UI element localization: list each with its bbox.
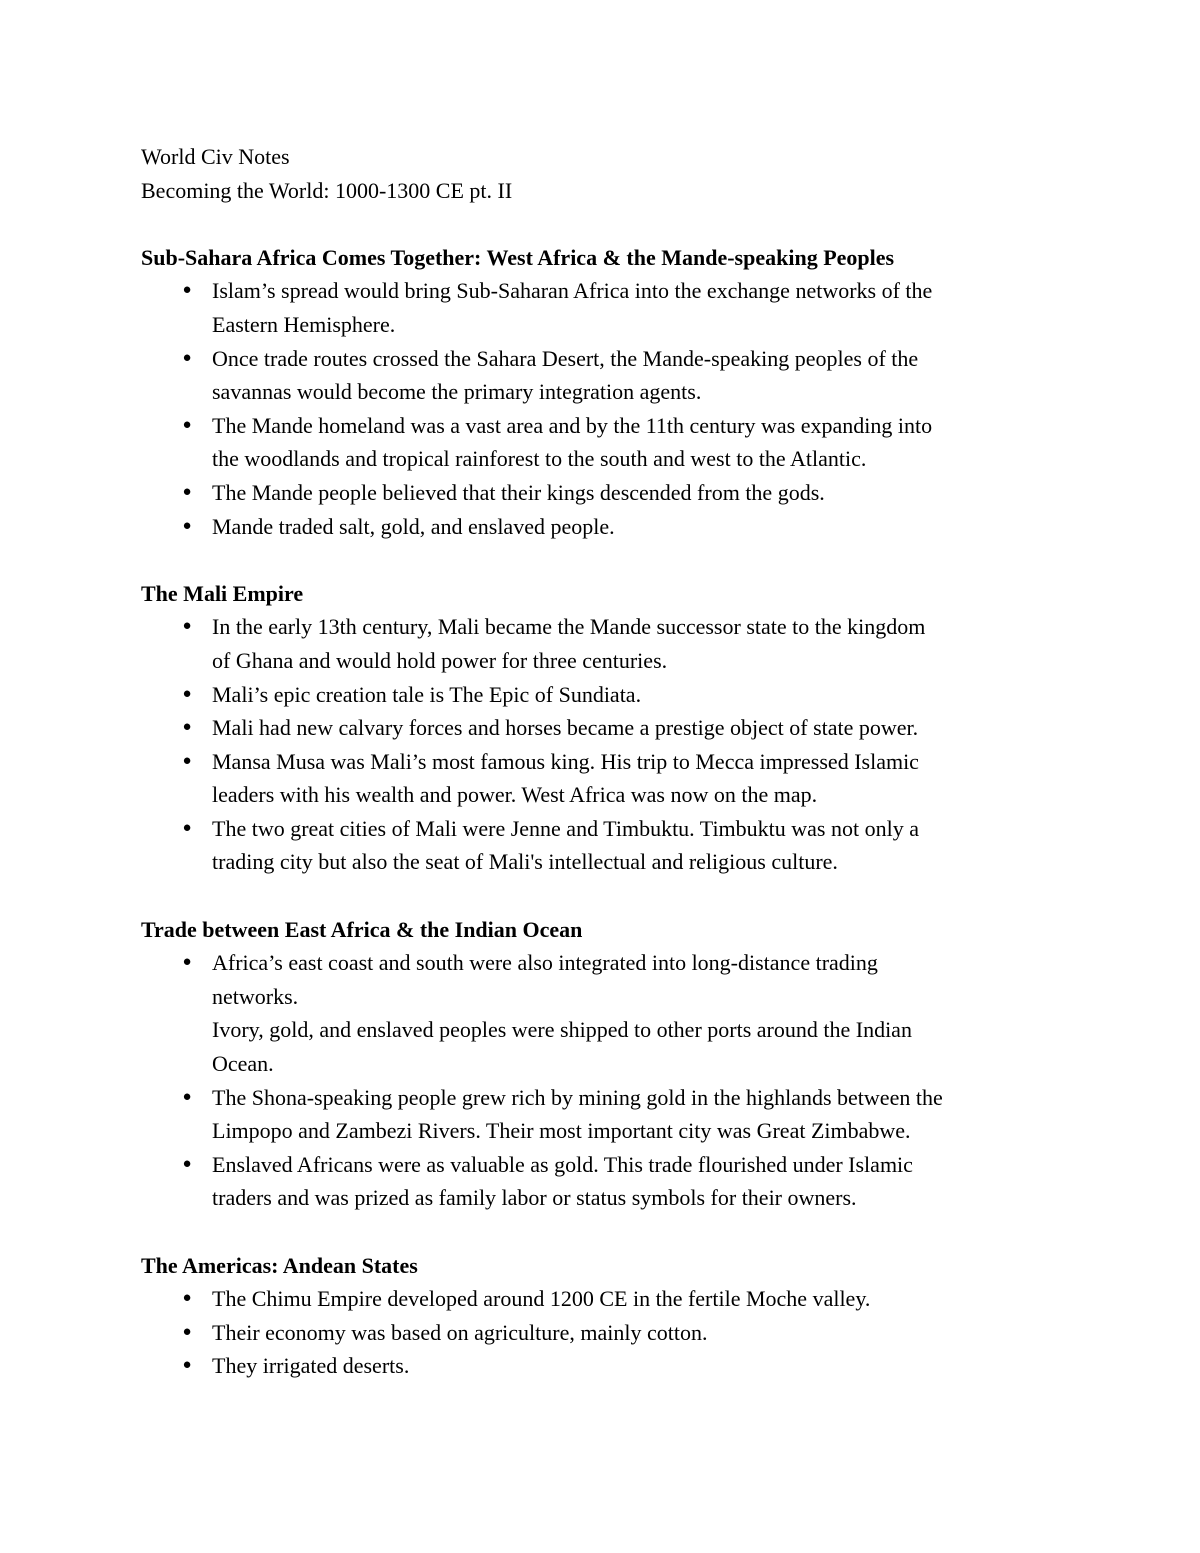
list-item (141, 1148, 1081, 1215)
section-heading: Trade between East Africa & the Indian Ocean (141, 916, 583, 942)
bullet-icon: ● (182, 618, 192, 635)
list-item (141, 711, 1081, 745)
bullet-list (141, 610, 1081, 879)
document-page (141, 140, 1081, 1383)
list-item (141, 1349, 1081, 1383)
list-item-line: Islam’s spread would bring Sub-Saharan Africa into the exchange networks of the (212, 278, 933, 304)
list-item-line: Mali’s epic creation tale is The Epic of Sundiata. (212, 681, 642, 707)
bullet-icon: ● (182, 719, 192, 736)
bullet-list (141, 1282, 1081, 1383)
list-item-line: The Shona-speaking people grew rich by mining gold in the highlands between the (212, 1084, 943, 1110)
list-item-line: Mali had new calvary forces and horses became a prestige object of state power. (212, 715, 919, 741)
section-spacer (141, 879, 1081, 913)
list-item (141, 342, 1081, 409)
list-item (141, 409, 1081, 476)
list-item-line: Enslaved Africans were as valuable as gold. This trade flourished under Islamic (212, 1151, 913, 1177)
list-item-line: In the early 13th century, Mali became the Mande successor state to the kingdom (212, 614, 926, 640)
section-spacer (141, 1215, 1081, 1249)
continuation-line: Ocean. (212, 1051, 274, 1077)
doc-title: World Civ Notes (141, 144, 290, 169)
list-item-line: trading city but also the seat of Mali's intellectual and religious culture. (212, 849, 838, 875)
section-spacer (141, 543, 1081, 577)
bullet-icon: ● (182, 1290, 192, 1307)
list-item-line: The Chimu Empire developed around 1200 CE in the fertile Moche valley. (212, 1286, 871, 1312)
list-item-line: of Ghana and would hold power for three centuries. (212, 647, 668, 673)
section-heading: The Americas: Andean States (141, 1252, 418, 1278)
list-item-line: The Mande homeland was a vast area and by the 11th century was expanding into (212, 412, 933, 438)
section-heading: Sub-Sahara Africa Comes Together: West Africa & the Mande-speaking Peoples (141, 244, 895, 270)
list-item-line: The Mande people believed that their kings descended from the gods. (212, 479, 825, 505)
section-spacer (141, 207, 1081, 241)
list-item (141, 610, 1081, 677)
list-item (141, 812, 1081, 879)
list-item-line: savannas would become the primary integration agents. (212, 379, 702, 405)
bullet-icon: ● (182, 954, 192, 971)
bullet-icon: ● (182, 349, 192, 366)
list-item-line: the woodlands and tropical rainforest to the south and west to the Atlantic. (212, 446, 867, 472)
list-item-line: Mande traded salt, gold, and enslaved people. (212, 513, 615, 539)
bullet-icon: ● (182, 1357, 192, 1374)
section-heading: The Mali Empire (141, 580, 304, 606)
bullet-icon: ● (182, 483, 192, 500)
bullet-icon: ● (182, 752, 192, 769)
list-item (141, 745, 1081, 812)
bullet-icon: ● (182, 1323, 192, 1340)
list-item (141, 1316, 1081, 1350)
bullet-icon: ● (182, 282, 192, 299)
list-item (141, 476, 1081, 510)
list-item-line: Mansa Musa was Mali’s most famous king. His trip to Mecca impressed Islamic (212, 748, 919, 774)
list-item-continuation (141, 1013, 1081, 1080)
continuation-line: Ivory, gold, and enslaved peoples were shipped to other ports around the Indian (212, 1017, 912, 1043)
list-item-line: The two great cities of Mali were Jenne and Timbuktu. Timbuktu was not only a (212, 815, 919, 841)
list-item-line: traders and was prized as family labor or status symbols for their owners. (212, 1185, 857, 1211)
list-item-line: Eastern Hemisphere. (212, 311, 396, 337)
list-item-line: Once trade routes crossed the Sahara Desert, the Mande-speaking peoples of the (212, 345, 919, 371)
list-item (141, 946, 1081, 1013)
bullet-list (141, 274, 1081, 543)
list-item-line: networks. (212, 983, 299, 1009)
bullet-list (141, 946, 1081, 1215)
bullet-icon: ● (182, 819, 192, 836)
list-item-line: Their economy was based on agriculture, mainly cotton. (212, 1319, 708, 1345)
bullet-icon: ● (182, 685, 192, 702)
list-item-line: Limpopo and Zambezi Rivers. Their most important city was Great Zimbabwe. (212, 1118, 911, 1144)
bullet-icon: ● (182, 1155, 192, 1172)
doc-subtitle: Becoming the World: 1000-1300 CE pt. II (141, 177, 513, 203)
list-item (141, 678, 1081, 712)
bullet-icon: ● (182, 416, 192, 433)
list-item (141, 1282, 1081, 1316)
list-item-line: leaders with his wealth and power. West Africa was now on the map. (212, 782, 818, 808)
notes-body (141, 207, 1081, 1383)
list-item (141, 510, 1081, 544)
bullet-icon: ● (182, 517, 192, 534)
bullet-icon: ● (182, 1088, 192, 1105)
list-item-line: Africa’s east coast and south were also integrated into long-distance trading (212, 950, 878, 976)
list-item-line: They irrigated deserts. (212, 1353, 410, 1379)
list-item (141, 1081, 1081, 1148)
list-item (141, 274, 1081, 341)
